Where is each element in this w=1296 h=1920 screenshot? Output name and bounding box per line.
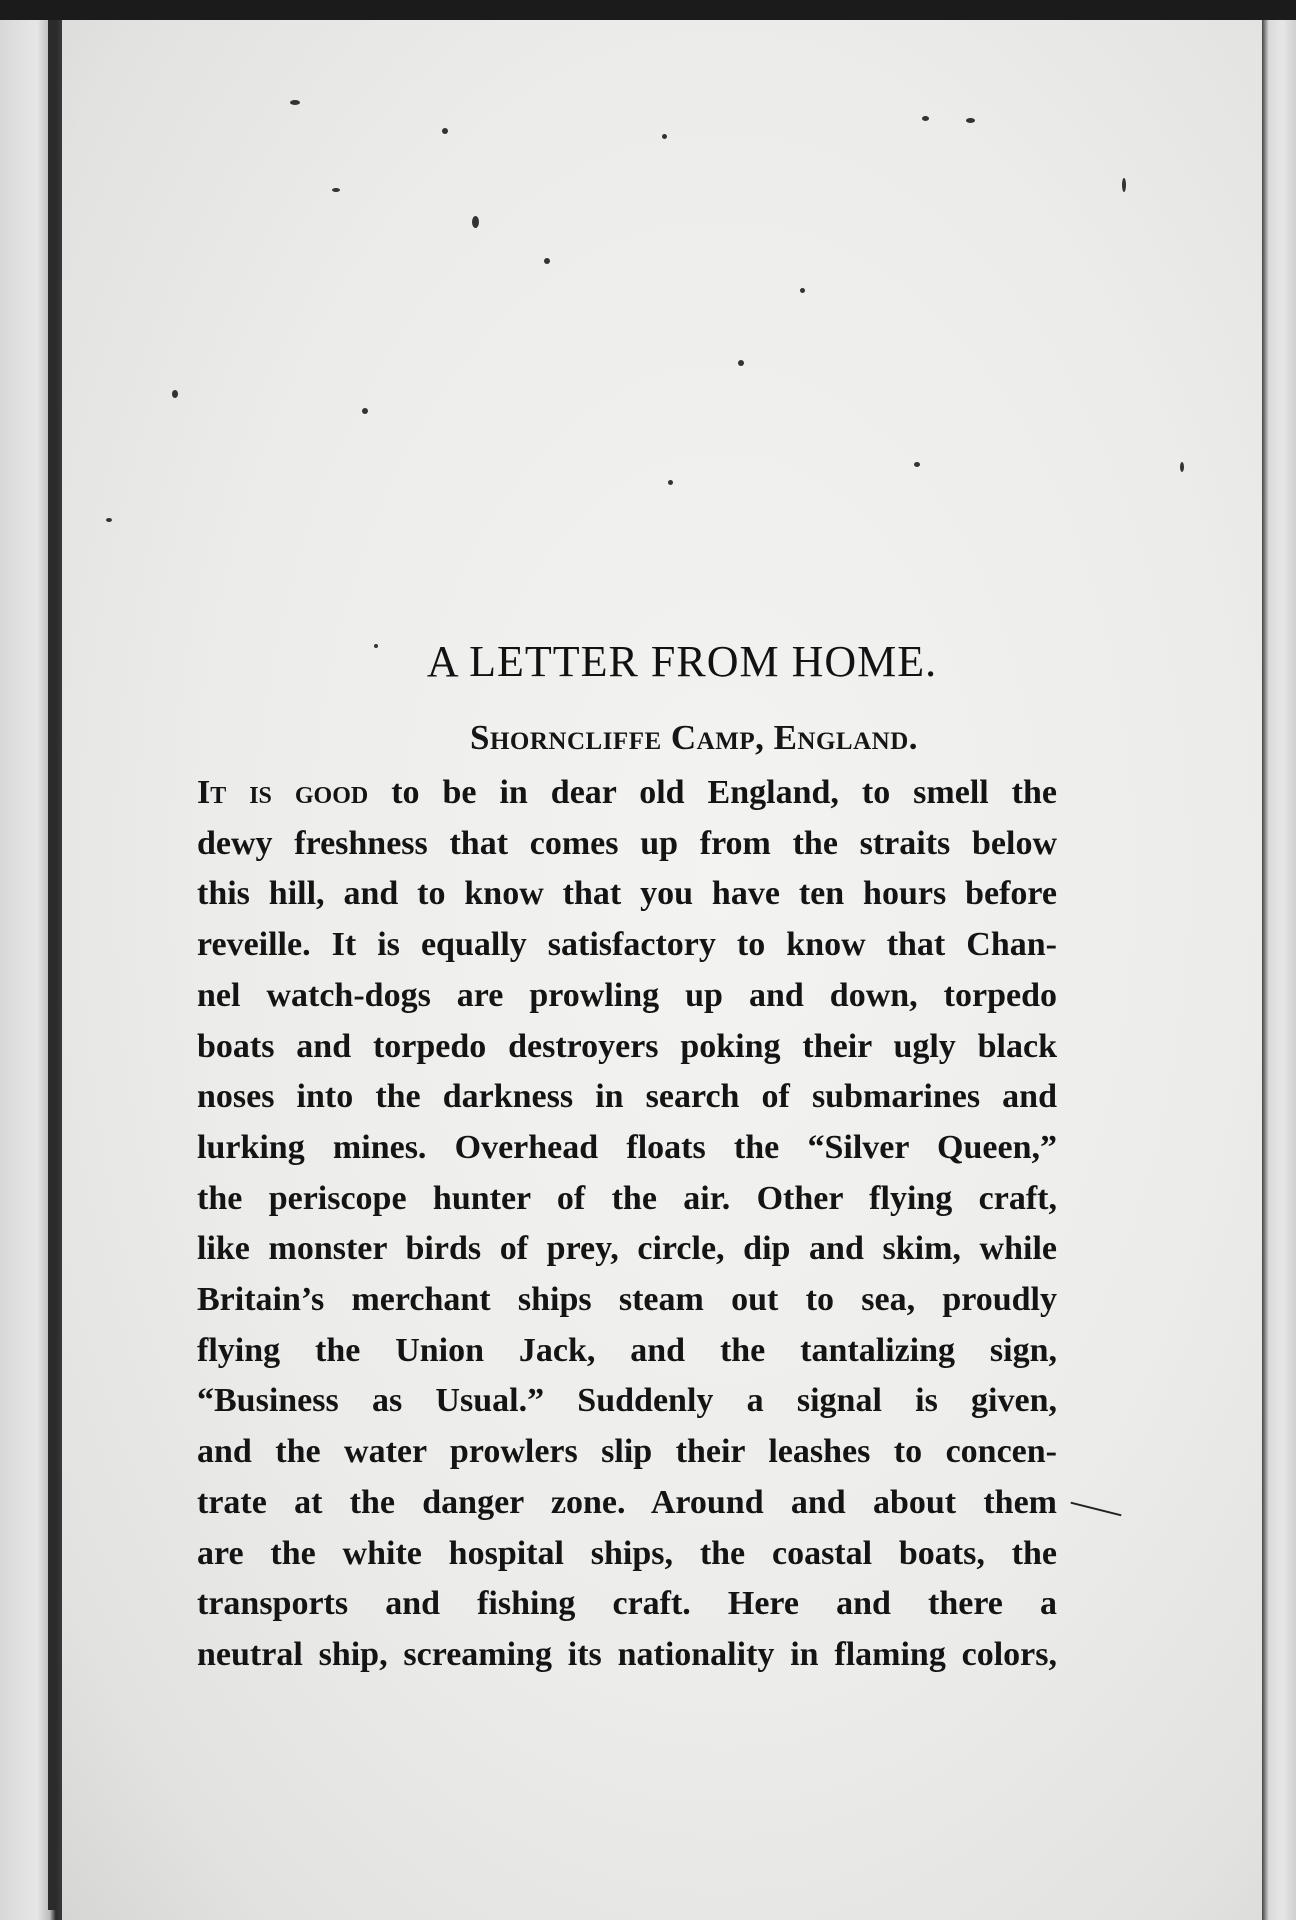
chapter-title: A LETTER FROM HOME. — [426, 637, 938, 686]
text-line: reveille. It is equally satisfactory to know that Chan- — [197, 926, 1057, 964]
text-line: trate at the danger zone. Around and about them — [197, 1483, 1057, 1521]
text-line: and the water prowlers slip their leashes to concen- — [197, 1433, 1057, 1471]
paper-speck — [1180, 462, 1184, 472]
paper-speck — [662, 134, 667, 139]
paper-speck — [362, 408, 368, 414]
paper-speck — [914, 462, 920, 467]
paper-speck — [472, 216, 479, 228]
text-line: noses into the darkness in search of submarines and — [197, 1078, 1057, 1116]
paper-speck — [106, 518, 112, 522]
text-line: like monster birds of prey, circle, dip and skim, while — [197, 1230, 1057, 1268]
text-line: dewy freshness that comes up from the straits below — [197, 824, 1057, 862]
right-page-edge — [1262, 18, 1296, 1920]
paper-speck — [290, 100, 300, 105]
text-line: the periscope hunter of the air. Other flying craft, — [197, 1179, 1057, 1217]
paper-speck — [1122, 178, 1126, 192]
paper-speck — [668, 480, 673, 485]
text-line: flying the Union Jack, and the tantalizing sign, — [197, 1331, 1057, 1369]
text-line: nel watch-dogs are prowling up and down, torpedo — [197, 976, 1057, 1014]
paper-speck — [738, 360, 744, 366]
opening-words: It is good — [197, 774, 369, 811]
text-line: Britain’s merchant ships steam out to sea, proudly — [197, 1281, 1057, 1319]
text-line: are the white hospital ships, the coastal boats, the — [197, 1534, 1057, 1572]
text-line — [197, 768, 1057, 819]
text-line: neutral ship, screaming its nationality in flaming colors, — [197, 1635, 1057, 1673]
letter-body — [197, 768, 1057, 1681]
text-line: “Business as Usual.” Suddenly a signal is given, — [197, 1382, 1057, 1420]
paper-speck — [332, 188, 340, 192]
text-line: transports and fishing craft. Here and there a — [197, 1585, 1057, 1623]
paper-speck — [922, 116, 929, 121]
paper-speck — [800, 288, 805, 293]
paper-speck — [442, 128, 448, 134]
text-line-segment: to be in dear old England, to smell the — [368, 774, 1058, 811]
text-line: boats and torpedo destroyers poking their ugly black — [197, 1027, 1057, 1065]
paper-speck — [544, 258, 550, 264]
text-line: this hill, and to know that you have ten hours before — [197, 875, 1057, 913]
paper-speck — [172, 390, 178, 398]
dateline: Shorncliffe Camp, England. — [470, 718, 919, 757]
paper-speck — [966, 118, 975, 123]
top-scan-border — [0, 0, 1296, 20]
text-line: lurking mines. Overhead floats the “Silver Queen,” — [197, 1128, 1057, 1166]
binding-spine — [48, 10, 56, 1910]
